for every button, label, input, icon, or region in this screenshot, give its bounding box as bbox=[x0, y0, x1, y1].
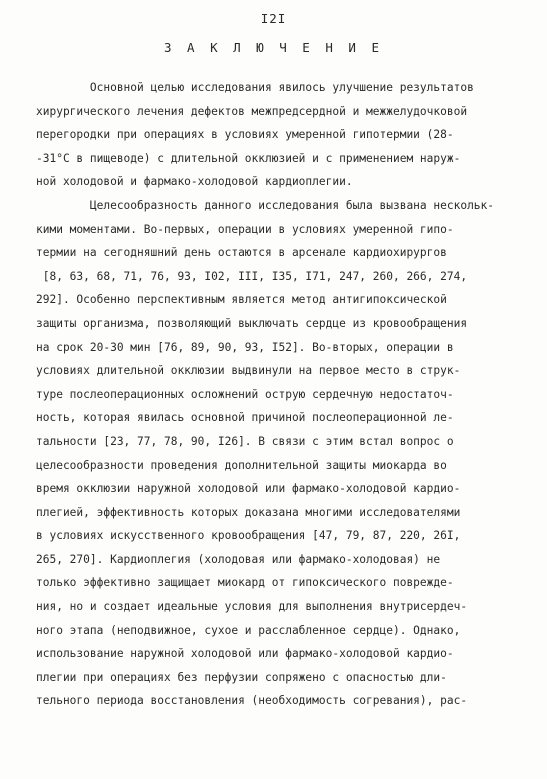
text-line: 292]. Особенно перспективным является метод антигипоксической bbox=[36, 293, 447, 307]
text-line: тельного периода восстановления (необходимость согревания), рас- bbox=[36, 694, 468, 708]
text-line: целесообразности проведения дополнительной защиты миокарда во bbox=[36, 458, 447, 472]
text-line: на срок 20-30 мин [76, 89, 90, 93, I52]. Во-вторых, операции в bbox=[36, 340, 454, 354]
page-number: I2I bbox=[260, 11, 287, 26]
body-text bbox=[36, 76, 514, 713]
text-line: ния, но и создает идеальные условия для выполнения внутрисердеч- bbox=[36, 600, 468, 614]
text-line: в условиях искусственного кровообращения [47, 79, 87, 220, 26I, bbox=[36, 529, 461, 543]
text-line: Целесообразность данного исследования была вызвана нескольк- bbox=[36, 198, 495, 212]
text-line: ной холодовой и фармако-холодовой кардиоплегии. bbox=[36, 175, 353, 189]
text-line: хирургического лечения дефектов межпредсердной и межжелудочковой bbox=[36, 104, 468, 118]
text-line: термии на сегодняшний день остаются в арсенале кардиохирургов bbox=[36, 246, 447, 260]
text-line: ность, которая явилась основной причиной послеоперационной ле- bbox=[36, 411, 454, 425]
text-line: плегии при операциях без перфузии сопряжено с опасностью дли- bbox=[36, 670, 447, 684]
text-line: условиях длительной окклюзии выдвинули на первое место в струк- bbox=[36, 364, 461, 378]
text-line: перегородки при операциях в условиях умеренной гипотермии (28- bbox=[36, 128, 454, 142]
text-line: тальности [23, 77, 78, 90, I26]. В связи с этим встал вопрос о bbox=[36, 434, 454, 448]
text-line: Основной целью исследования явилось улучшение результатов bbox=[36, 81, 474, 94]
section-heading: З А К Л Ю Ч Е Н И Е bbox=[164, 40, 383, 55]
text-line: время окклюзии наружной холодовой или фармако-холодовой кардио- bbox=[36, 482, 461, 496]
text-line: ного этапа (неподвижное, сухое и расслабленное сердце). Однако, bbox=[36, 623, 461, 637]
text-line: туре послеоперационных осложнений острую сердечную недостаточ- bbox=[36, 387, 454, 401]
text-line: кими моментами. Во-первых, операции в условиях умеренной гипо- bbox=[36, 222, 454, 236]
text-line: только эффективно защищает миокард от гипоксического повреждe- bbox=[36, 576, 454, 590]
text-line: -31°С в пищеводе) с длительной окклюзией и с применением наруж- bbox=[36, 151, 461, 165]
text-line: 265, 270]. Кардиоплегия (холодовая или фармако-холодовая) не bbox=[36, 552, 441, 566]
text-line: плегией, эффективность которых доказана многими исследователями bbox=[36, 505, 461, 519]
text-line: защиты организма, позволяющий выключать сердце из кровообращения bbox=[36, 316, 468, 330]
text-line: [8, 63, 68, 71, 76, 93, I02, III, I35, I71, 247, 260, 266, 274, bbox=[36, 269, 468, 283]
text-line: использование наружной холодовой или фармако-холодовой кардио- bbox=[36, 647, 454, 661]
